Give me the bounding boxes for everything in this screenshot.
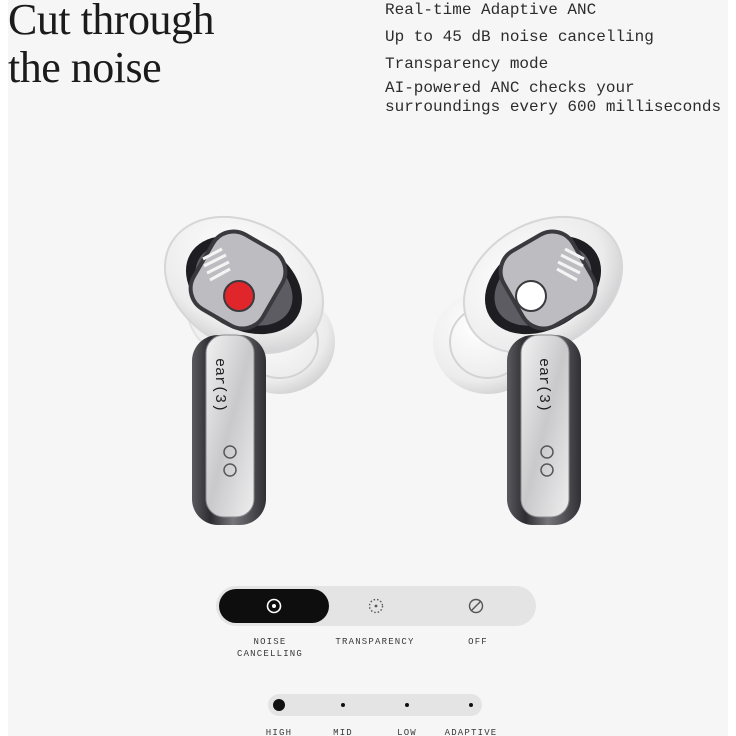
feature-item: AI-powered ANC checks your surroundings every 600 milliseconds xyxy=(385,79,722,116)
mode-off-button[interactable] xyxy=(426,589,526,623)
level-low-dot[interactable] xyxy=(405,703,409,707)
mode-label-transparency: TRANSPARENCY xyxy=(335,637,415,647)
right-earbud xyxy=(433,190,647,525)
headline-line-1: Cut through xyxy=(8,0,214,44)
mode-label-off: OFF xyxy=(468,637,488,647)
level-label-adaptive: ADAPTIVE xyxy=(444,728,498,736)
level-label-low: LOW xyxy=(397,728,417,736)
left-indicator-dot xyxy=(224,281,254,311)
headline-line-2: the noise xyxy=(8,43,162,92)
level-adaptive-dot[interactable] xyxy=(469,703,473,707)
right-indicator-dot xyxy=(516,281,546,311)
left-earbud xyxy=(140,190,347,525)
off-slash-icon xyxy=(467,597,485,615)
mode-noise-cancelling-button[interactable] xyxy=(219,589,329,623)
feature-item: Up to 45 dB noise cancelling xyxy=(385,28,654,46)
level-label-high: HIGH xyxy=(265,728,293,736)
mode-transparency-button[interactable] xyxy=(326,589,426,623)
level-label-mid: MID xyxy=(333,728,353,736)
level-mid-dot[interactable] xyxy=(341,703,345,707)
anc-level-slider[interactable] xyxy=(268,694,482,716)
right-bud-label: ear(3) xyxy=(535,358,552,413)
earbuds-image xyxy=(8,190,728,540)
anc-mode-switch xyxy=(216,586,536,626)
level-high-dot[interactable] xyxy=(273,699,285,711)
feature-list xyxy=(385,0,728,117)
feature-item: Real-time Adaptive ANC xyxy=(385,1,597,19)
feature-item: Transparency mode xyxy=(385,55,549,73)
left-bud-label: ear(3) xyxy=(211,358,228,413)
headline xyxy=(8,0,214,92)
mode-label-noise-cancelling: NOISE CANCELLING xyxy=(236,637,303,659)
anc-circle-icon xyxy=(265,597,283,615)
product-panel xyxy=(8,0,728,736)
transparency-dotted-icon xyxy=(367,597,385,615)
